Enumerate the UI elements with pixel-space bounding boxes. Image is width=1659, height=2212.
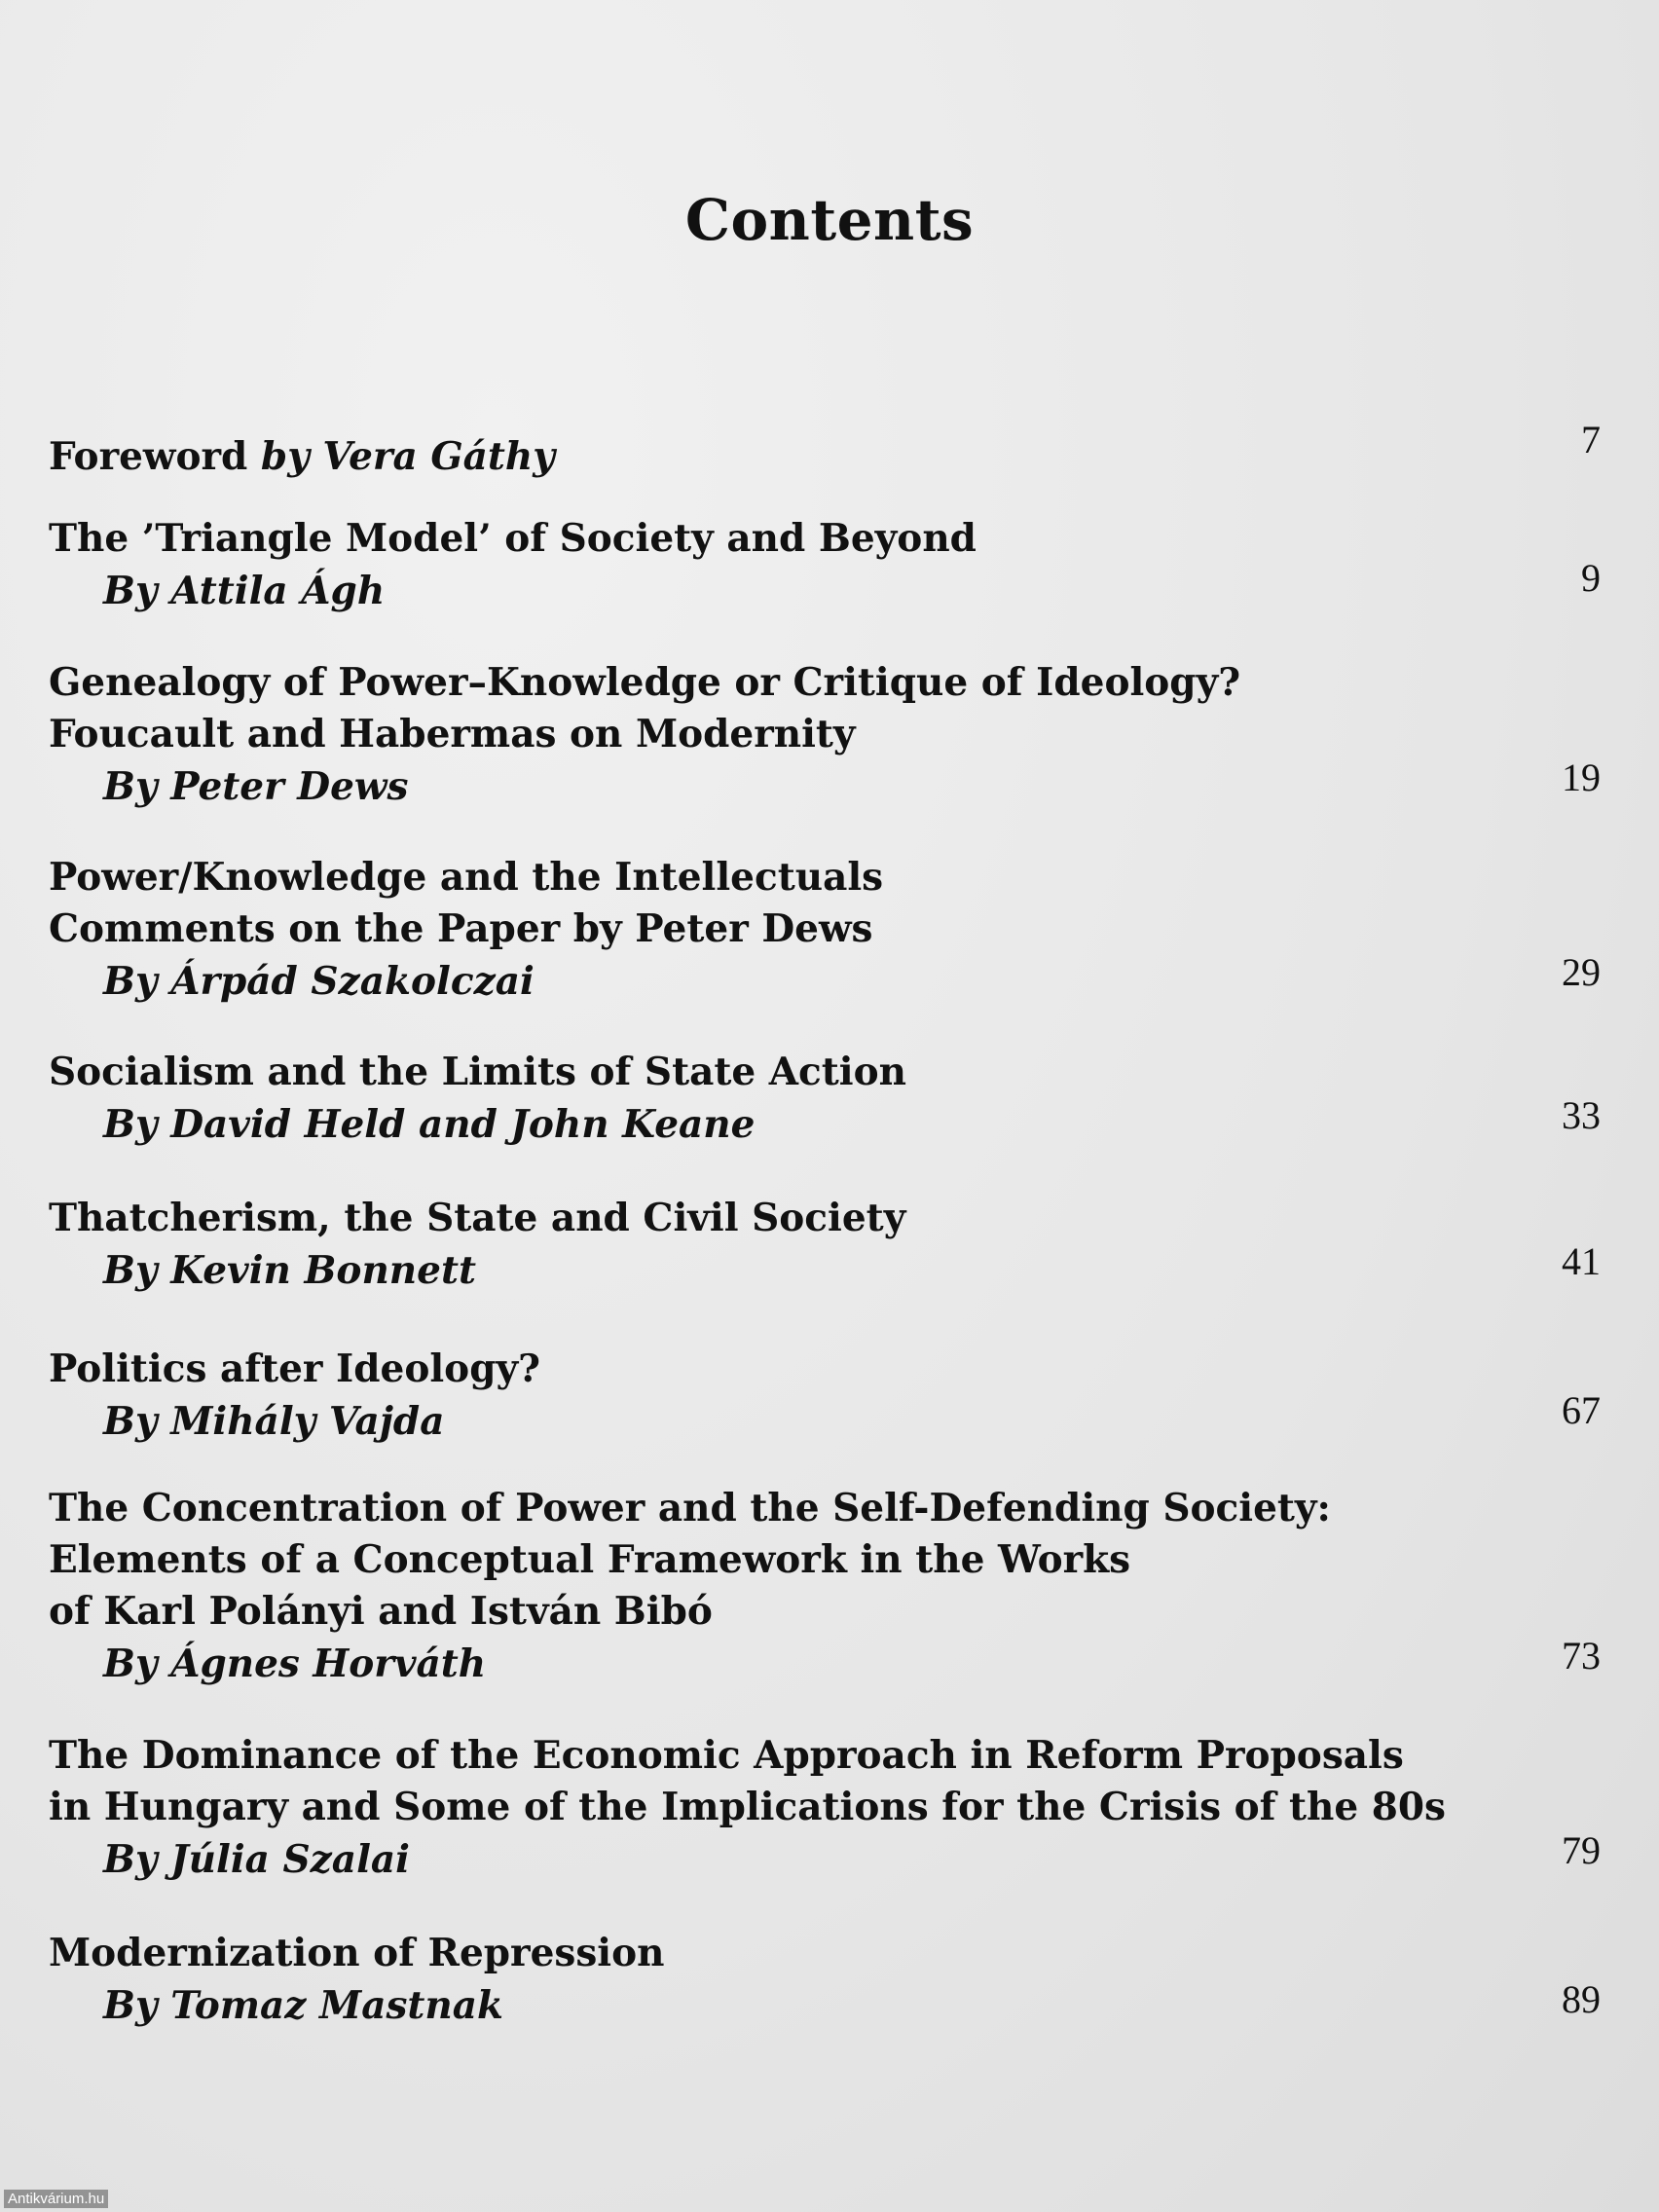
toc-entry-author: By Attila Ágh	[103, 569, 386, 613]
toc-entry-title-line: Elements of a Conceptual Framework in the Works	[49, 1537, 1131, 1582]
toc-page-number: 33	[1562, 1093, 1601, 1137]
toc-page-number: 41	[1562, 1239, 1601, 1283]
toc-entry-title-line: The ’Triangle Model’ of Society and Beyond	[49, 516, 977, 561]
toc-entry	[49, 1483, 1606, 1691]
toc-entry	[49, 1344, 1606, 1449]
toc-entry-title-text: Foreword	[49, 434, 248, 479]
toc-entry-author: By Peter Dews	[103, 764, 409, 809]
toc-entry-title-line: Politics after Ideology?	[49, 1346, 540, 1391]
toc-entry-inline-author: by Vera Gáthy	[260, 434, 555, 479]
toc-page-number: 29	[1562, 950, 1601, 994]
toc-entry-author: By David Held and John Keane	[103, 1102, 756, 1147]
page-title: Contents	[684, 187, 975, 253]
site-watermark: Antikvárium.hu	[4, 2190, 108, 2208]
toc-page-number: 89	[1562, 1977, 1601, 2021]
toc-page-number: 9	[1581, 556, 1601, 600]
toc-page-number: 73	[1562, 1634, 1601, 1677]
toc-entry-title-line: Foucault and Habermas on Modernity	[49, 712, 856, 756]
toc-entry-author: By Kevin Bonnett	[103, 1248, 476, 1293]
toc-entry-author: By Ágnes Horváth	[103, 1641, 487, 1686]
toc-entry	[49, 1047, 1606, 1152]
toc-entry-foreword	[49, 431, 1606, 483]
toc-entry-author: By Tomaz Mastnak	[103, 1983, 504, 2028]
toc-page-number: 19	[1562, 756, 1601, 799]
toc-entry-title-line: Socialism and the Limits of State Action	[49, 1050, 906, 1094]
toc-entry-title-line: in Hungary and Some of the Implications for the Crisis of the 80s	[49, 1785, 1446, 1829]
toc-entry-title-line: The Concentration of Power and the Self-Defending Society:	[49, 1486, 1331, 1530]
toc-entry	[49, 1730, 1606, 1887]
toc-page-number: 7	[1581, 418, 1601, 461]
toc-page-number: 67	[1562, 1388, 1601, 1432]
toc-entry-title-line: of Karl Polányi and István Bibó	[49, 1589, 713, 1634]
toc-entry-title-line: Power/Knowledge and the Intellectuals	[49, 855, 884, 900]
toc-entry-title-line: Genealogy of Power–Knowledge or Critique of Ideology?	[49, 660, 1241, 705]
toc-entry-title-line: The Dominance of the Economic Approach in Reform Proposals	[49, 1733, 1404, 1778]
toc-page-number: 79	[1562, 1828, 1601, 1872]
toc-entry-title	[49, 431, 1606, 483]
toc-entry-author: By Júlia Szalai	[103, 1837, 410, 1882]
toc-entry	[49, 1928, 1606, 2033]
toc-entry-title-line: Comments on the Paper by Peter Dews	[49, 906, 873, 951]
toc-entry-author: By Mihály Vajda	[103, 1399, 445, 1444]
toc-entry-title-line: Modernization of Repression	[49, 1931, 665, 1975]
toc-entry-author: By Árpád Szakolczai	[103, 959, 535, 1004]
toc-entry	[49, 513, 1606, 618]
toc-entry	[49, 657, 1606, 814]
toc-entry-title-line: Thatcherism, the State and Civil Society	[49, 1196, 906, 1240]
toc-entry	[49, 852, 1606, 1009]
toc-entry	[49, 1193, 1606, 1298]
